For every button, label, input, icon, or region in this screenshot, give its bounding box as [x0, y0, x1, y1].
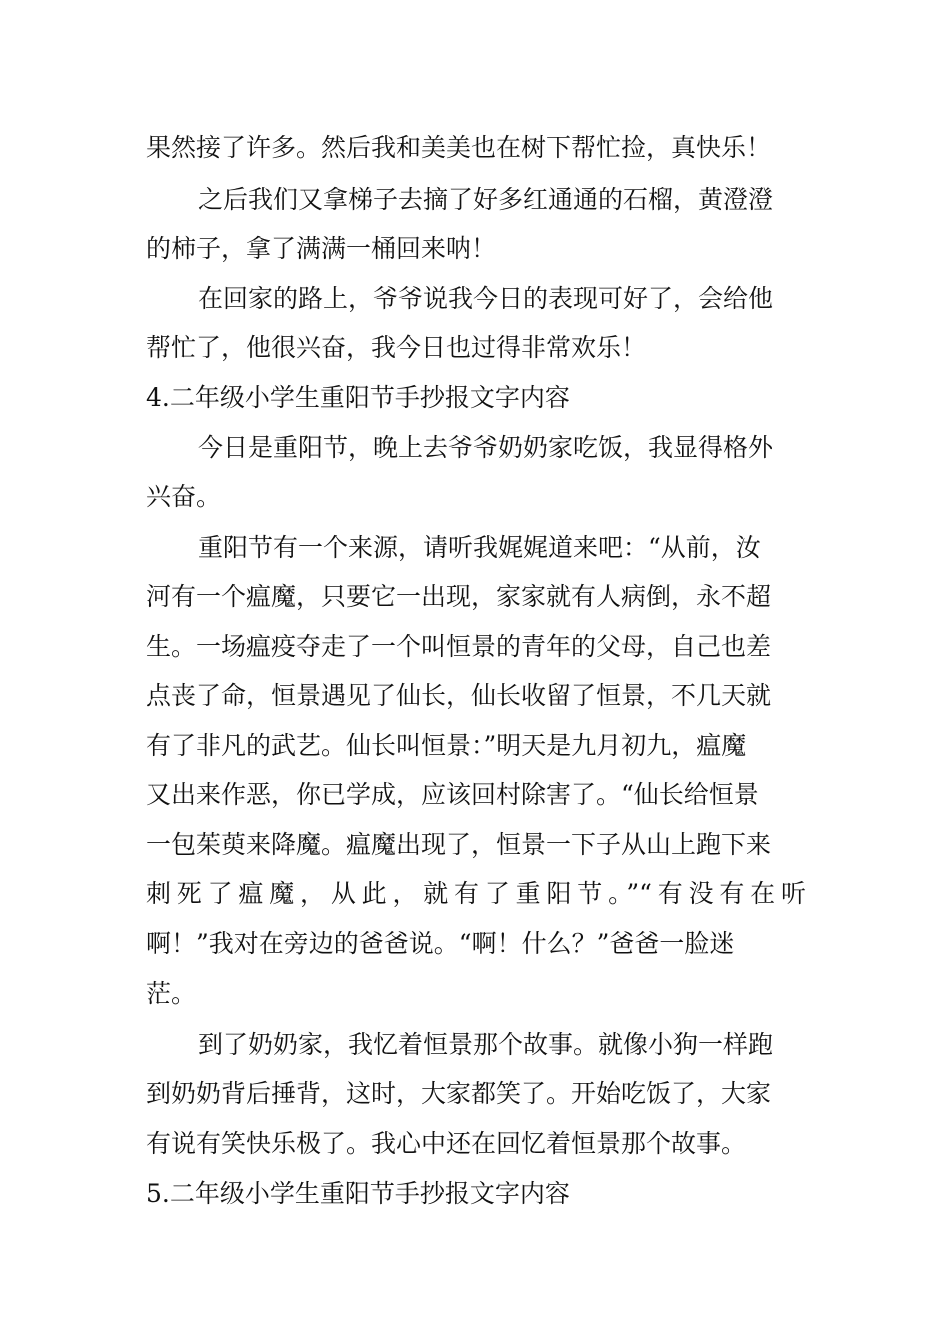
paragraph-line: 兴奋。 — [146, 482, 222, 511]
paragraph-line: 到奶奶背后捶背，这时，大家都笑了。开始吃饭了，大家 — [146, 1079, 772, 1108]
paragraph-line: 又出来作恶，你已学成，应该回村除害了。“仙长给恒景 — [146, 780, 759, 809]
paragraph-line: 今日是重阳节，晚上去爷爷奶奶家吃饭，我显得格外 — [198, 433, 774, 462]
paragraph-line: 有说有笑快乐极了。我心中还在回忆着恒景那个故事。 — [146, 1129, 747, 1158]
paragraph-line: 在回家的路上，爷爷说我今日的表现可好了，会给他 — [198, 284, 774, 313]
paragraph-line: 重阳节有一个来源，请听我娓娓道来吧：“从前，汝 — [198, 533, 761, 562]
paragraph-line: 之后我们又拿梯子去摘了好多红通通的石榴，黄澄澄 — [198, 185, 774, 214]
paragraph-line: 果然接了许多。然后我和美美也在树下帮忙捡，真快乐！ — [146, 133, 772, 162]
paragraph-line: 帮忙了，他很兴奋，我今日也过得非常欢乐！ — [146, 333, 647, 362]
paragraph-line: 有了非凡的武艺。仙长叫恒景：”明天是九月初九，瘟魔 — [146, 731, 747, 760]
paragraph-line: 一包茱萸来降魔。瘟魔出现了，恒景一下子从山上跑下来 — [146, 830, 772, 859]
section-heading: 4.二年级小学生重阳节手抄报文字内容 — [146, 383, 570, 412]
paragraph-line: 的柿子，拿了满满一桶回来呐！ — [146, 234, 497, 263]
paragraph-line: 刺死了瘟魔，从此，就有了重阳节。”“有没有在听 — [146, 879, 806, 908]
paragraph-line: 茫。 — [146, 979, 197, 1008]
paragraph-line: 生。一场瘟疫夺走了一个叫恒景的青年的父母，自己也差 — [146, 632, 772, 661]
paragraph-line: 啊！”我对在旁边的爸爸说。“啊！什么？”爸爸一脸迷 — [146, 929, 735, 958]
paragraph-line: 河有一个瘟魔，只要它一出现，家家就有人病倒，永不超 — [146, 582, 772, 611]
paragraph-line: 点丧了命，恒景遇见了仙长，仙长收留了恒景，不几天就 — [146, 681, 772, 710]
section-heading: 5.二年级小学生重阳节手抄报文字内容 — [146, 1179, 570, 1208]
paragraph-line: 到了奶奶家，我忆着恒景那个故事。就像小狗一样跑 — [198, 1030, 774, 1059]
